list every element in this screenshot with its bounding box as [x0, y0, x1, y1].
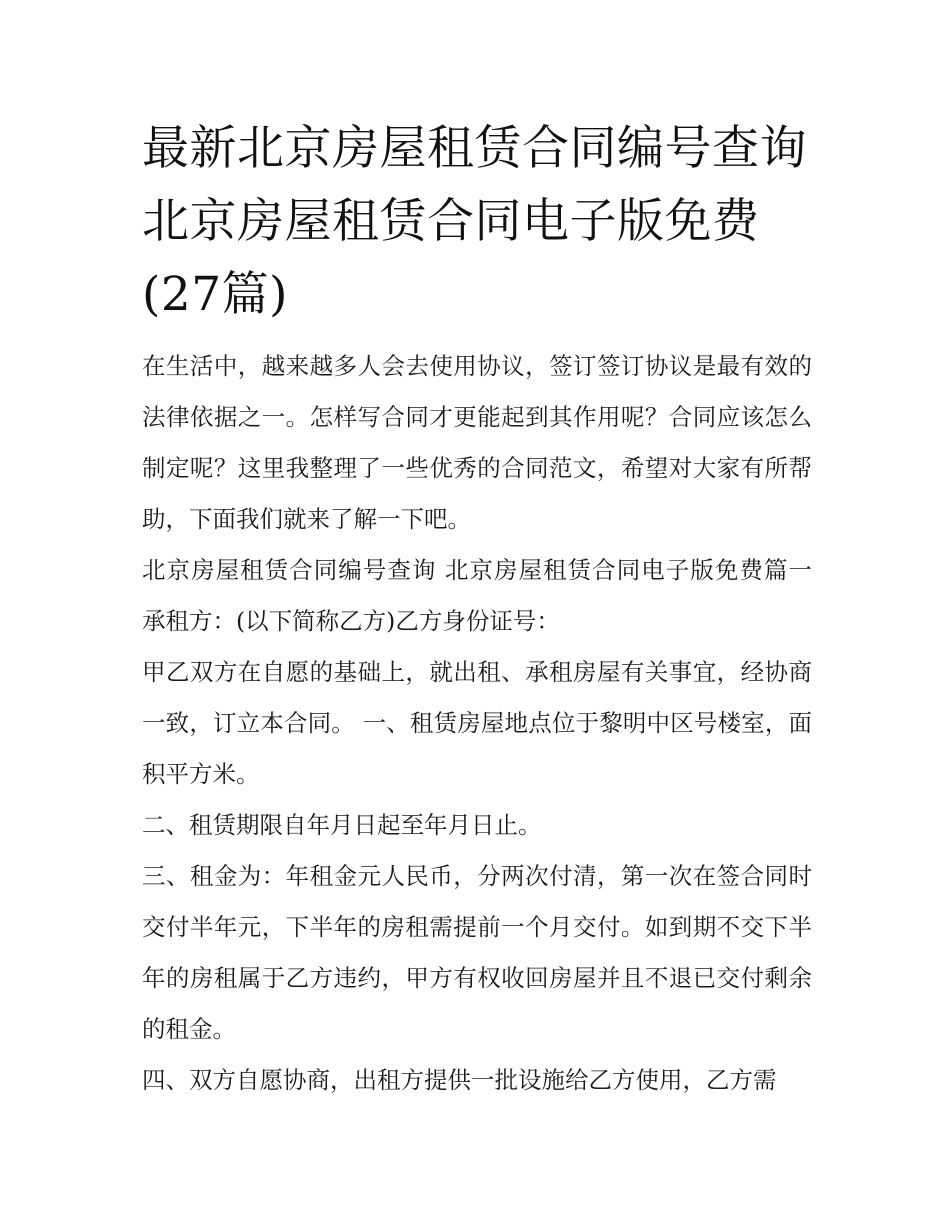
paragraph-contract-heading: 北京房屋租赁合同编号查询 北京房屋租赁合同电子版免费篇一 承租方：(以下简称乙方)乙方身份证号：	[142, 556, 812, 635]
paragraph-lease-term: 二、租赁期限自年月日起至年月日止。	[142, 811, 542, 839]
paragraph-intro: 在生活中，越来越多人会去使用协议，签订签订协议是最有效的法律依据之一。怎样写合同才更能起到其作用呢？合同应该怎么制定呢？这里我整理了一些优秀的合同范文，希望对大家有所帮助，下面我们就来了解一下吧。	[142, 352, 812, 533]
paragraph-agreement: 甲乙双方在自愿的基础上，就出租、承租房屋有关事宜，经协商一致，订立本合同。 一、租赁房屋地点位于黎明中区号楼室，面积平方米。	[142, 658, 812, 788]
paragraph-rent: 三、租金为：年租金元人民币，分两次付清，第一次在签合同时交付半年元，下半年的房租需提前一个月交付。如到期不交下半年的房租属于乙方违约，甲方有权收回房屋并且不退已交付剩余的租金。	[142, 862, 812, 1043]
document-page	[142, 112, 812, 1106]
paragraph-facilities: 四、双方自愿协商，出租方提供一批设施给乙方使用，乙方需	[142, 1066, 777, 1094]
document-title: 最新北京房屋租赁合同编号查询 北京房屋租赁合同电子版免费(27篇)	[142, 121, 807, 322]
